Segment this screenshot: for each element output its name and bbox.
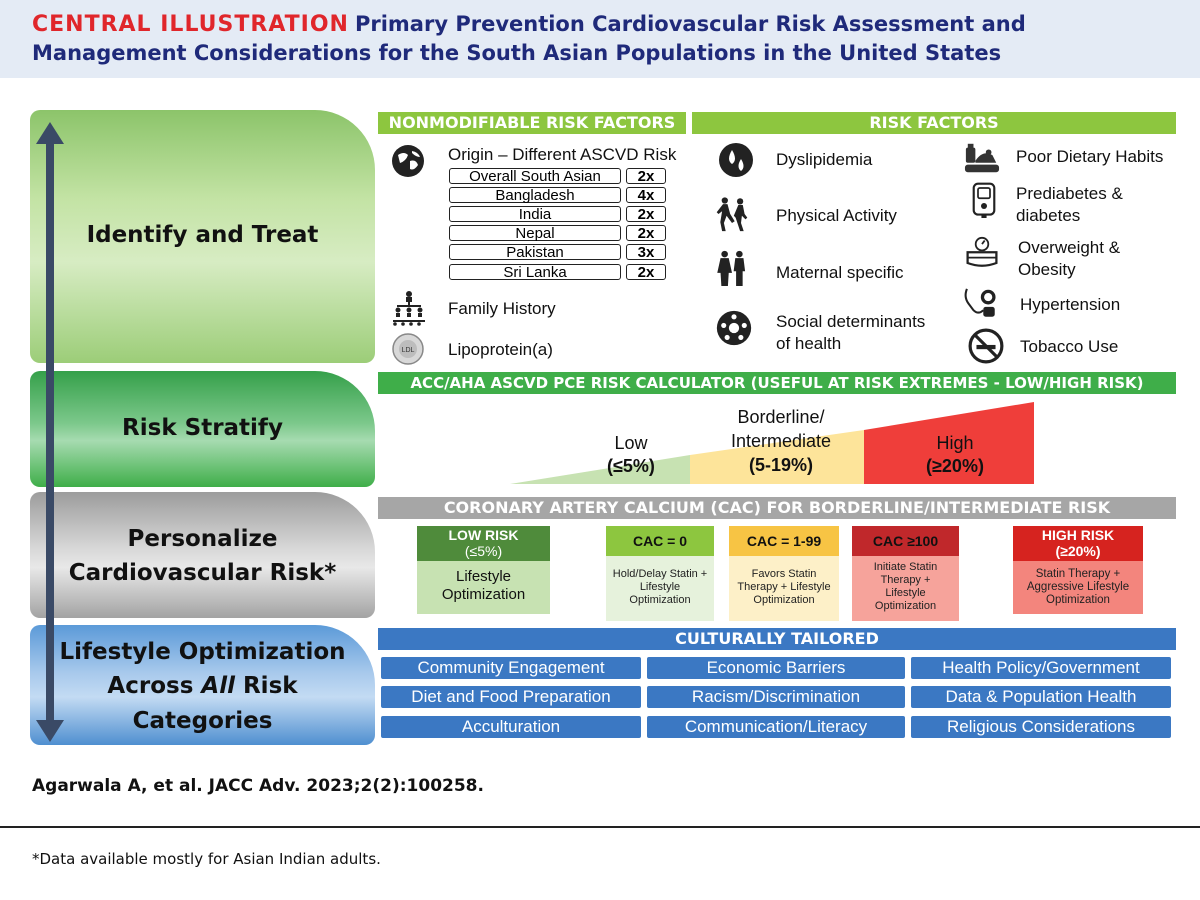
origin-country: Bangladesh [449,187,621,203]
tile-communication: Communication/Literacy [647,716,905,738]
family-tree-icon [391,290,427,326]
tile-diet-food: Diet and Food Preparation [381,686,641,708]
identify-treat-box [30,110,375,363]
personalize-label-1: Personalize [127,526,278,552]
glucometer-icon [966,182,1002,218]
origin-country: Sri Lanka [449,264,621,280]
origin-multiplier: 2x [626,206,666,222]
couple-icon [714,250,750,286]
overweight-label: Overweight & Obesity [1018,238,1121,279]
tile-economic-barriers: Economic Barriers [647,657,905,679]
tile-community-engagement: Community Engagement [381,657,641,679]
cac-1-99-body: Favors Statin Therapy + Lifestyle Optimization [737,568,831,606]
origin-country: India [449,206,621,222]
tile-racism: Racism/Discrimination [647,686,905,708]
blood-drop-icon [718,142,754,178]
page-title [32,10,1182,68]
low-risk-label: Low (≤5%) [607,433,655,476]
calculator-heading: ACC/AHA ASCVD PCE RISK CALCULATOR (USEFUL AT RISK EXTREMES - LOW/HIGH RISK) [378,372,1176,394]
running-people-icon [714,196,750,232]
personalize-label-2: Cardiovascular Risk* [68,560,337,586]
borderline-risk-label: Borderline/ Intermediate (5-19%) [730,407,832,475]
high-risk-card-header: HIGH RISK (≥20%) [1013,526,1143,561]
cac-1-99-card [729,526,839,621]
origin-row [449,206,666,222]
cac-zero-card [606,526,714,621]
cac-100-header: CAC ≥100 [852,526,959,556]
globe-icon [390,143,426,179]
lipoprotein-label: Lipoprotein(a) [448,340,553,359]
origin-multiplier: 2x [626,264,666,280]
poor-dietary-label: Poor Dietary Habits [1016,147,1164,166]
origin-row [449,168,666,184]
social-icon [716,310,752,346]
origin-country: Pakistan [449,244,621,260]
risk-stratify-label: Risk Stratify [122,415,283,441]
high-risk-label: High (≥20%) [926,433,984,476]
title-text: Primary Prevention Cardiovascular Risk Assessment and Management Considerations for the South Asian Populations in the United States [32,12,1026,65]
origin-row [449,264,666,280]
origin-multiplier: 3x [626,244,666,260]
personalize-box [30,492,375,618]
risk-factors-heading: RISK FACTORS [692,112,1176,134]
lifestyle-label-1: Lifestyle Optimization [59,639,346,665]
cac-zero-body: Hold/Delay Statin + Lifestyle Optimization [612,568,708,606]
dyslipidemia-label: Dyslipidemia [776,150,873,169]
risk-stratify-box [30,371,375,487]
hypertension-label: Hypertension [1020,295,1121,314]
origin-label: Origin – Different ASCVD Risk [448,145,677,164]
tile-religious: Religious Considerations [911,716,1171,738]
tile-acculturation: Acculturation [381,716,641,738]
origin-multiplier: 4x [626,187,666,203]
lifestyle-label-3: Categories [132,708,273,734]
origin-country: Nepal [449,225,621,241]
header-banner [0,0,1200,78]
footnote: *Data available mostly for Asian Indian adults. [32,850,381,868]
origin-multiplier: 2x [626,168,666,184]
high-risk-card-body: Statin Therapy + Aggressive Lifestyle Optimization [1026,568,1130,606]
nonmodifiable-heading: NONMODIFIABLE RISK FACTORS [378,112,686,134]
footer-divider [0,826,1200,828]
cac-heading: CORONARY ARTERY CALCIUM (CAC) FOR BORDERLINE/INTERMEDIATE RISK [378,497,1176,519]
origin-row [449,187,666,203]
scale-icon [964,236,1000,272]
low-risk-card-header: LOW RISK (≤5%) [417,526,550,561]
lifestyle-label-2: Across All Risk [107,673,298,699]
identify-treat-label: Identify and Treat [86,222,319,248]
cac-zero-header: CAC = 0 [606,526,714,556]
cultural-heading: CULTURALLY TAILORED [378,628,1176,650]
family-history-label: Family History [448,299,556,318]
origin-country: Overall South Asian [449,168,621,184]
cac-100-card [852,526,959,621]
central-illustration-label: CENTRAL ILLUSTRATION [32,12,349,37]
ldl-icon-text: LDL [401,347,415,354]
blood-pressure-icon [962,284,998,320]
food-icon [964,140,1000,176]
vertical-arrow-icon [36,122,64,742]
lifestyle-box [30,625,375,745]
maternal-specific-label: Maternal specific [776,263,904,282]
social-determinants-label: Social determinants of health [776,312,926,353]
cac-100-body: Initiate Statin Therapy + Lifestyle Optimization [873,561,938,612]
high-risk-card [1013,526,1143,614]
low-risk-card [417,526,550,614]
origin-row [449,225,666,241]
origin-row [449,244,666,260]
tobacco-use-label: Tobacco Use [1020,337,1119,356]
lipoprotein-icon [391,332,425,366]
tile-data-population: Data & Population Health [911,686,1171,708]
no-smoking-icon [968,328,1004,364]
cac-1-99-header: CAC = 1-99 [729,526,839,556]
physical-activity-label: Physical Activity [776,206,897,225]
citation: Agarwala A, et al. JACC Adv. 2023;2(2):100258. [32,776,484,796]
tile-health-policy: Health Policy/Government [911,657,1171,679]
low-risk-card-body: Lifestyle Optimization [441,568,526,603]
prediabetes-label: Prediabetes & diabetes [1016,184,1123,225]
origin-multiplier: 2x [626,225,666,241]
